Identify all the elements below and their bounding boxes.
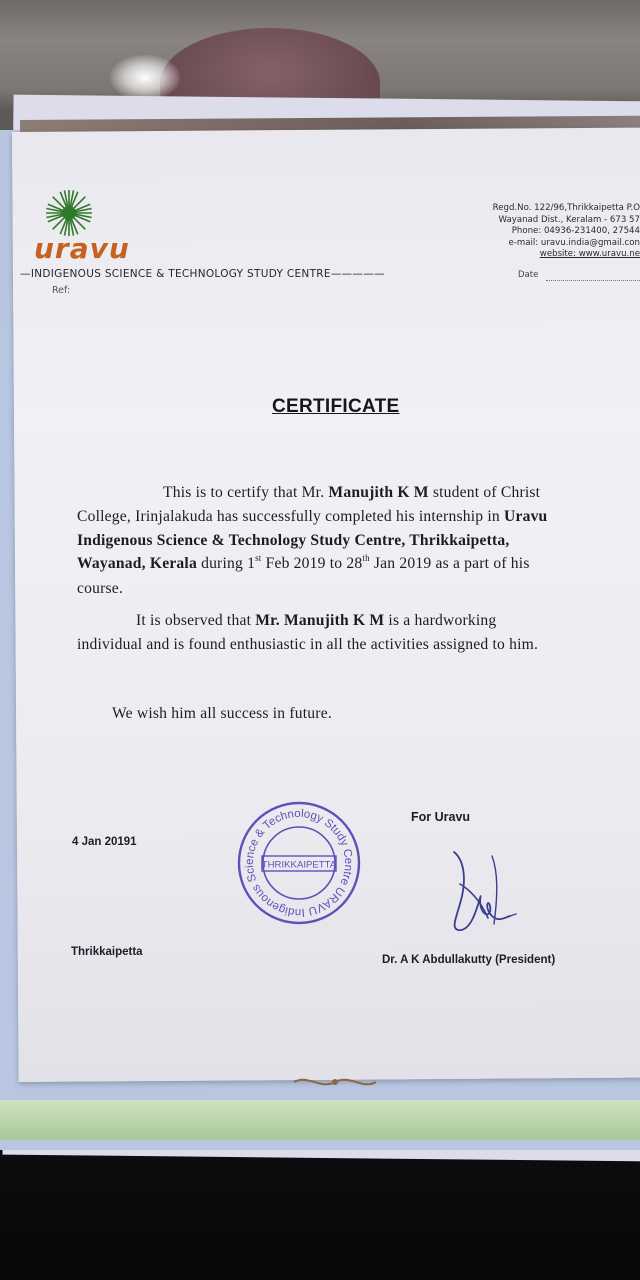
ref-label: Ref:: [52, 285, 71, 296]
para1-line1: This is to certify that Mr. Manujith K M student of Christ: [163, 484, 541, 501]
para1-line5: course.: [77, 580, 123, 597]
para3: We wish him all success in future.: [112, 705, 332, 722]
para2-line1: It is observed that Mr. Manujith K M is a hardworking: [136, 612, 497, 629]
issue-place: Thrikkaipetta: [71, 946, 143, 958]
border-ornament-icon: [290, 1072, 380, 1092]
date-label: Date: [518, 270, 539, 280]
signatory-name: Dr. A K Abdullakutty (President): [382, 954, 556, 966]
logo-wordmark: uravu: [34, 232, 130, 265]
green-sheet-edge: [0, 1100, 640, 1140]
para2-line2: individual and is found enthusiastic in all the activities assigned to him.: [77, 636, 539, 653]
handwritten-signature: [436, 838, 532, 938]
sun-logo-icon: [44, 188, 94, 238]
organization-seal-icon: [236, 800, 362, 926]
para1-line4: Wayanad, Kerala during 1st Feb 2019 to 28th Jan 2019 as a part of his: [77, 553, 530, 572]
letterhead-address: Regd.No. 122/96,Thrikkaipetta P.O Wayanad Dist., Keralam - 673 57 Phone: 04936-231400, 27544 e-mail: uravu.india@gmail.con website: www.uravu.ne: [492, 203, 640, 259]
svg-text:URAVU Indigenous Science & Tec: URAVU Indigenous Science & Technology Study Centre: [243, 807, 355, 919]
date-line: [546, 272, 640, 281]
letterhead-tagline: —INDIGENOUS SCIENCE & TECHNOLOGY STUDY CENTRE—————: [20, 268, 385, 280]
para1-line2: College, Irinjalakuda has successfully completed his internship in Uravu: [77, 508, 548, 525]
issue-date: 4 Jan 20191: [72, 836, 137, 848]
para1-line3: Indigenous Science & Technology Study Centre, Thrikkaipetta,: [77, 532, 510, 549]
certificate-title: CERTIFICATE: [272, 396, 400, 417]
light-glare: [110, 55, 180, 100]
svg-text:THRIKKAIPETTA: THRIKKAIPETTA: [261, 859, 337, 871]
for-org-label: For Uravu: [411, 810, 471, 824]
